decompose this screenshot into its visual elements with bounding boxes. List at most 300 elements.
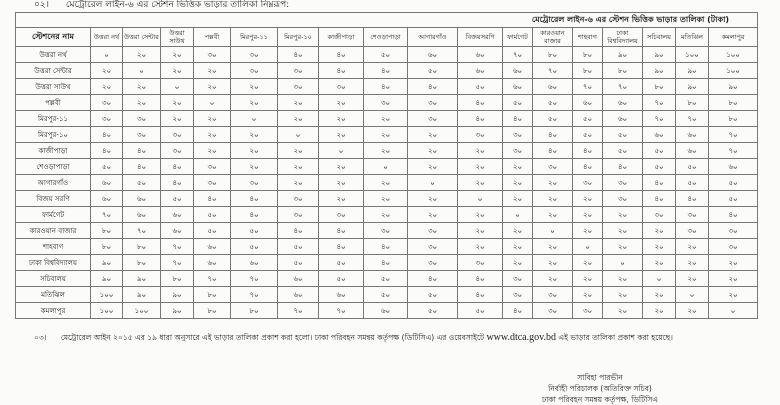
station-name: আগারগাঁও [16, 175, 91, 191]
table-row [16, 287, 758, 303]
fare-cell: ০ [643, 271, 676, 287]
fare-cell: ৫০ [194, 207, 231, 223]
fare-cell: ৫০ [676, 159, 709, 175]
fare-cell: ৬০ [161, 223, 194, 239]
fare-cell: ৯০ [161, 303, 194, 319]
fare-cell: ২০ [503, 239, 533, 255]
fare-cell: ৫০ [643, 143, 676, 159]
fare-cell: ৮০ [603, 63, 643, 79]
table-row [16, 47, 758, 63]
station-name: উত্তরা সেন্টার [16, 63, 91, 79]
fare-cell: ৩০ [161, 127, 194, 143]
fare-cell: ৬০ [603, 95, 643, 111]
fare-cell: ৬০ [458, 63, 503, 79]
fare-cell: ২০ [458, 159, 503, 175]
fare-cell: ২০ [709, 287, 758, 303]
fare-cell: ২০ [573, 207, 603, 223]
fare-cell: ২০ [91, 63, 123, 79]
fare-cell: ২০ [161, 95, 194, 111]
fare-cell: ৫০ [319, 255, 364, 271]
fare-cell: ৫০ [603, 143, 643, 159]
station-name: কারওয়ান বাজার [16, 223, 91, 239]
fare-cell: ২০ [533, 271, 573, 287]
fare-cell: ৩০ [533, 159, 573, 175]
fare-cell: ২০ [319, 175, 364, 191]
fare-cell: ৪০ [458, 111, 503, 127]
fare-cell: ২০ [123, 47, 161, 63]
fare-cell: ২০ [278, 159, 319, 175]
station-name: মিরপুর-১০ [16, 127, 91, 143]
fare-cell: ৩০ [278, 191, 319, 207]
fare-cell: ২০ [364, 111, 408, 127]
fare-cell: ২০ [194, 111, 231, 127]
fare-cell: ৪০ [458, 95, 503, 111]
fare-cell: ৪০ [194, 191, 231, 207]
fare-cell: ৫০ [231, 239, 278, 255]
fare-cell: ৪০ [458, 271, 503, 287]
station-name: উত্তরা সাউথ [16, 79, 91, 95]
fare-cell: ৩০ [603, 175, 643, 191]
fare-cell: ৪০ [603, 159, 643, 175]
column-header: ফার্মগেট [503, 28, 533, 47]
fare-cell: ২০ [503, 191, 533, 207]
station-name: বিজয় সরণি [16, 191, 91, 207]
column-header: শাহবাগ [573, 28, 603, 47]
fare-cell: ৪০ [364, 239, 408, 255]
fare-cell: ৩০ [503, 287, 533, 303]
fare-cell: ৪০ [364, 63, 408, 79]
fare-cell: ৩০ [194, 47, 231, 63]
fare-cell: ৩০ [573, 303, 603, 319]
fare-cell: ২০ [278, 111, 319, 127]
station-name: সচিবালয় [16, 271, 91, 287]
fare-cell: ৪০ [319, 223, 364, 239]
fare-cell: ৫০ [408, 287, 458, 303]
column-header: শেওড়াপাড়া [364, 28, 408, 47]
fare-cell: ৫০ [573, 111, 603, 127]
fare-cell: ২০ [603, 207, 643, 223]
column-header: বিজয়সরণি [458, 28, 503, 47]
fare-cell: ৫০ [123, 175, 161, 191]
fare-cell: ৫০ [533, 111, 573, 127]
station-name: উত্তরা নর্থ [16, 47, 91, 63]
fare-cell: ২০ [709, 271, 758, 287]
fare-cell: ২০ [643, 287, 676, 303]
fare-cell: ৭০ [161, 239, 194, 255]
fare-cell: ৩০ [364, 223, 408, 239]
fare-cell: ৬০ [123, 191, 161, 207]
fare-cell: ৬০ [194, 239, 231, 255]
fare-cell: ২০ [278, 95, 319, 111]
fare-cell: ০ [533, 223, 573, 239]
fare-cell: ৮০ [643, 79, 676, 95]
fare-cell: ৬০ [91, 175, 123, 191]
fare-cell: ৭০ [231, 287, 278, 303]
column-header: কাজীপাড়া [319, 28, 364, 47]
fare-cell: ২০ [603, 271, 643, 287]
fare-cell: ২০ [408, 207, 458, 223]
fare-cell: ২০ [91, 79, 123, 95]
fare-cell: ৭০ [676, 111, 709, 127]
fare-cell: ৯০ [676, 79, 709, 95]
fare-cell: ১০০ [123, 303, 161, 319]
fare-cell: ৪০ [91, 127, 123, 143]
fare-cell: ৫০ [709, 191, 758, 207]
fare-cell: ২০ [194, 127, 231, 143]
fare-cell: ৭০ [709, 127, 758, 143]
intro-text: মেট্রোরেল লাইন-৬ এর স্টেশন ভিত্তিক ভাড়ার তালিকা নিম্নরূপ: [65, 0, 290, 10]
fare-cell: ০ [123, 63, 161, 79]
fare-cell: ৩০ [231, 175, 278, 191]
fare-cell: ৯০ [709, 79, 758, 95]
fare-cell: ২০ [408, 191, 458, 207]
fare-cell: ৯০ [91, 271, 123, 287]
fare-cell: ৭০ [643, 95, 676, 111]
table-row [16, 143, 758, 159]
note-text-end: এই ভাড়ার তালিকা প্রকাশ করা হয়েছে। [558, 333, 673, 342]
fare-cell: ৪০ [319, 63, 364, 79]
fare-cell: ৩০ [278, 207, 319, 223]
fare-cell: ৪০ [161, 175, 194, 191]
fare-cell: ৪০ [573, 143, 603, 159]
fare-cell: ৩০ [123, 127, 161, 143]
fare-cell: ৪০ [458, 287, 503, 303]
fare-cell: ৩০ [408, 255, 458, 271]
column-header: কারওয়ান বাজার [533, 28, 573, 47]
table-row [16, 239, 758, 255]
station-name: মতিঝিল [16, 287, 91, 303]
fare-cell: ০ [503, 207, 533, 223]
fare-cell: ৩০ [503, 127, 533, 143]
fare-cell: ২০ [458, 143, 503, 159]
dtca-website-link[interactable]: www.dtca.gov.bd [486, 332, 556, 343]
column-header: আগারগাঁও [408, 28, 458, 47]
fare-cell: ২০ [364, 143, 408, 159]
fare-cell: ৩০ [533, 287, 573, 303]
table-row [16, 191, 758, 207]
fare-cell: ৫০ [458, 79, 503, 95]
column-header: সচিবালয় [643, 28, 676, 47]
fare-cell: ৬০ [161, 207, 194, 223]
fare-cell: ৩০ [709, 239, 758, 255]
fare-cell: ৬০ [643, 127, 676, 143]
fare-cell: ৬০ [408, 47, 458, 63]
fare-cell: ২০ [603, 239, 643, 255]
table-row [16, 127, 758, 143]
fare-cell: ৫০ [278, 255, 319, 271]
fare-cell: ২০ [364, 191, 408, 207]
fare-cell: ৭০ [278, 303, 319, 319]
fare-table [15, 12, 758, 319]
fare-cell: ২০ [533, 255, 573, 271]
fare-cell: ৮০ [91, 239, 123, 255]
fare-cell: ৯০ [161, 287, 194, 303]
fare-cell: ৬০ [573, 95, 603, 111]
fare-cell: ৬০ [503, 63, 533, 79]
fare-cell: ২০ [319, 127, 364, 143]
fare-cell: ৩০ [458, 127, 503, 143]
fare-cell: ২০ [194, 143, 231, 159]
fare-cell: ৪০ [573, 159, 603, 175]
fare-cell: ৩০ [161, 143, 194, 159]
fare-cell: ২০ [503, 223, 533, 239]
fare-cell: ৩০ [91, 95, 123, 111]
fare-cell: ২০ [319, 95, 364, 111]
station-name: শাহবাগ [16, 239, 91, 255]
fare-cell: ৫০ [458, 303, 503, 319]
fare-cell: ৫০ [194, 223, 231, 239]
fare-cell: ৫০ [643, 159, 676, 175]
fare-cell: ৭০ [319, 303, 364, 319]
fare-cell: ১০০ [676, 47, 709, 63]
fare-cell: ৩০ [319, 207, 364, 223]
fare-cell: ২০ [603, 303, 643, 319]
fare-cell: ৭০ [533, 63, 573, 79]
fare-cell: ২০ [161, 111, 194, 127]
fare-cell: ৩০ [231, 47, 278, 63]
fare-cell: ৬০ [533, 79, 573, 95]
fare-cell: ২০ [231, 143, 278, 159]
fare-cell: ৭০ [643, 111, 676, 127]
fare-cell: ৯০ [643, 63, 676, 79]
fare-cell: ৫০ [408, 63, 458, 79]
fare-cell: ৩০ [603, 191, 643, 207]
fare-cell: ২০ [573, 287, 603, 303]
fare-cell: ৩০ [194, 175, 231, 191]
fare-cell: ৪০ [408, 271, 458, 287]
fare-cell: ২০ [533, 191, 573, 207]
table-row [16, 255, 758, 271]
fare-cell: ৪০ [278, 223, 319, 239]
fare-cell: ০ [231, 111, 278, 127]
fare-cell: ৯০ [643, 47, 676, 63]
fare-cell: ৫০ [319, 271, 364, 287]
fare-cell: ২০ [676, 271, 709, 287]
fare-cell: ৬০ [278, 271, 319, 287]
fare-cell: ২০ [231, 95, 278, 111]
column-header: উত্তরা সেন্টার [123, 28, 161, 47]
fare-cell: ০ [364, 159, 408, 175]
fare-cell: ২০ [458, 223, 503, 239]
table-row [16, 303, 758, 319]
fare-cell: ৫০ [364, 287, 408, 303]
table-row [16, 175, 758, 191]
fare-cell: ৯০ [603, 47, 643, 63]
fare-cell: ৬০ [458, 47, 503, 63]
fare-cell: ৩০ [91, 111, 123, 127]
fare-cell: ৬০ [503, 79, 533, 95]
table-row [16, 159, 758, 175]
fare-cell: ১০০ [91, 303, 123, 319]
fare-cell: ০ [278, 127, 319, 143]
fare-cell: ৫০ [533, 95, 573, 111]
fare-cell: ২০ [123, 95, 161, 111]
fare-cell: ২০ [408, 143, 458, 159]
fare-cell: ২০ [709, 255, 758, 271]
signatory-name: সাবিহা পারভীন [577, 373, 623, 382]
fare-cell: ২০ [603, 223, 643, 239]
fare-cell: ৩০ [364, 95, 408, 111]
fare-cell: ৪০ [278, 47, 319, 63]
fare-cell: ২০ [503, 175, 533, 191]
fare-cell: ৪০ [364, 255, 408, 271]
station-name-header: স্টেশনের নাম [16, 28, 91, 47]
fare-cell: ৪০ [319, 47, 364, 63]
fare-cell: ২০ [194, 63, 231, 79]
fare-cell: ২০ [364, 127, 408, 143]
table-row [16, 207, 758, 223]
fare-cell: ২০ [573, 223, 603, 239]
fare-cell: ৩০ [503, 143, 533, 159]
table-row [16, 95, 758, 111]
fare-cell: ৩০ [278, 79, 319, 95]
fare-cell: ২০ [194, 79, 231, 95]
fare-cell: ৯০ [123, 271, 161, 287]
fare-cell: ৮০ [709, 95, 758, 111]
fare-cell: ২০ [278, 143, 319, 159]
fare-cell: ৩০ [709, 223, 758, 239]
column-header: উত্তরা নর্থ [91, 28, 123, 47]
header-row [16, 28, 758, 47]
fare-cell: ৫০ [573, 127, 603, 143]
station-name: কাজীপাড়া [16, 143, 91, 159]
fare-cell: ৮০ [709, 111, 758, 127]
fare-cell: ২০ [458, 239, 503, 255]
fare-cell: ৭০ [161, 255, 194, 271]
station-name: কমলাপুর [16, 303, 91, 319]
fare-cell: ৭০ [123, 223, 161, 239]
fare-cell: ৪০ [533, 127, 573, 143]
fare-cell: ৩০ [533, 303, 573, 319]
fare-cell: ৩০ [643, 207, 676, 223]
fare-cell: ৮০ [573, 47, 603, 63]
fare-cell: ৭০ [231, 271, 278, 287]
fare-cell: ৫০ [364, 47, 408, 63]
fare-cell: ৪০ [364, 79, 408, 95]
fare-cell: ২০ [676, 239, 709, 255]
fare-cell: ৬০ [194, 255, 231, 271]
fare-cell: ৬০ [676, 143, 709, 159]
fare-cell: ২০ [603, 287, 643, 303]
fare-cell: ৮০ [533, 47, 573, 63]
fare-cell: ৮০ [194, 303, 231, 319]
fare-cell: ৪০ [123, 159, 161, 175]
table-title: মেট্রোরেল লাইন-৬ এর স্টেশন ভিত্তিক ভাড়ার তালিকা (টাকা) [16, 13, 758, 28]
fare-cell: ২০ [643, 223, 676, 239]
fare-cell: ৩০ [408, 95, 458, 111]
fare-cell: ৪০ [503, 111, 533, 127]
fare-cell: ৬০ [709, 159, 758, 175]
fare-cell: ২০ [231, 79, 278, 95]
fare-cell: ১০০ [709, 63, 758, 79]
note-number: ০৩। [34, 333, 47, 342]
fare-cell: ৪০ [643, 175, 676, 191]
column-header: মতিঝিল [676, 28, 709, 47]
fare-cell: ১০০ [709, 47, 758, 63]
fare-cell: ২০ [503, 255, 533, 271]
fare-cell: ০ [194, 95, 231, 111]
fare-cell: ৪০ [503, 303, 533, 319]
fare-cell: ২০ [319, 159, 364, 175]
column-header: উত্তরা সাউথ [161, 28, 194, 47]
signature-block [520, 372, 680, 405]
fare-cell: ৭০ [709, 143, 758, 159]
fare-cell: ২০ [278, 175, 319, 191]
fare-cell: ৬০ [364, 303, 408, 319]
fare-cell: ০ [408, 175, 458, 191]
signatory-designation: নির্বাহী পরিচালক (অতিরিক্ত সচিব) [548, 384, 652, 393]
fare-cell: ২০ [643, 255, 676, 271]
fare-cell: ৫০ [408, 303, 458, 319]
fare-cell: ৭০ [91, 207, 123, 223]
fare-cell: ৮০ [194, 287, 231, 303]
fare-cell: ৬০ [91, 191, 123, 207]
fare-cell: ৮০ [91, 223, 123, 239]
fare-cell: ২০ [533, 175, 573, 191]
fare-cell: ৪০ [408, 79, 458, 95]
intro-number: ০২। [34, 0, 49, 10]
fare-cell: ৩০ [123, 111, 161, 127]
fare-cell: ২০ [573, 255, 603, 271]
fare-cell: ২০ [573, 271, 603, 287]
fare-cell: ২০ [364, 175, 408, 191]
table-row [16, 63, 758, 79]
station-name: ঢাকা বিশ্ববিদ্যালয় [16, 255, 91, 271]
column-header: ঢাকা বিশ্ববিদ্যালয় [603, 28, 643, 47]
fare-cell: ৮০ [231, 303, 278, 319]
fare-cell: ০ [676, 287, 709, 303]
fare-cell: ২০ [458, 207, 503, 223]
table-row [16, 271, 758, 287]
fare-cell: ০ [319, 143, 364, 159]
fare-cell: ৬০ [603, 111, 643, 127]
fare-cell: ২০ [319, 191, 364, 207]
fare-cell: ২০ [533, 207, 573, 223]
fare-cell: ২০ [458, 175, 503, 191]
fare-cell: ২০ [643, 239, 676, 255]
fare-cell: ৩০ [503, 271, 533, 287]
fare-cell: ৬০ [319, 287, 364, 303]
fare-cell: ২০ [533, 239, 573, 255]
fare-cell: ৪০ [231, 191, 278, 207]
fare-cell: ৩০ [573, 175, 603, 191]
fare-cell: ৬০ [231, 255, 278, 271]
fare-cell: ৩০ [676, 207, 709, 223]
station-name: মিরপুর-১১ [16, 111, 91, 127]
fare-cell: ৩০ [231, 63, 278, 79]
fare-cell: ৫০ [231, 223, 278, 239]
fare-cell: ২০ [503, 159, 533, 175]
fare-cell: ৩০ [319, 79, 364, 95]
fare-cell: ০ [709, 303, 758, 319]
fare-cell: ৪০ [231, 207, 278, 223]
station-name: পল্লবী [16, 95, 91, 111]
fare-cell: ২০ [161, 47, 194, 63]
fare-cell: ১০০ [91, 287, 123, 303]
fare-cell: ২০ [573, 191, 603, 207]
fare-cell: ২০ [364, 207, 408, 223]
fare-cell: ৫০ [364, 271, 408, 287]
fare-cell: ২০ [676, 255, 709, 271]
column-header: মিরপুর-১১ [231, 28, 278, 47]
fare-cell: ৫০ [91, 159, 123, 175]
fare-cell: ৬০ [278, 287, 319, 303]
fare-cell: ৭০ [503, 47, 533, 63]
fare-cell: ৮০ [123, 239, 161, 255]
table-row [16, 79, 758, 95]
fare-cell: ২০ [676, 303, 709, 319]
fare-cell: ২০ [231, 127, 278, 143]
